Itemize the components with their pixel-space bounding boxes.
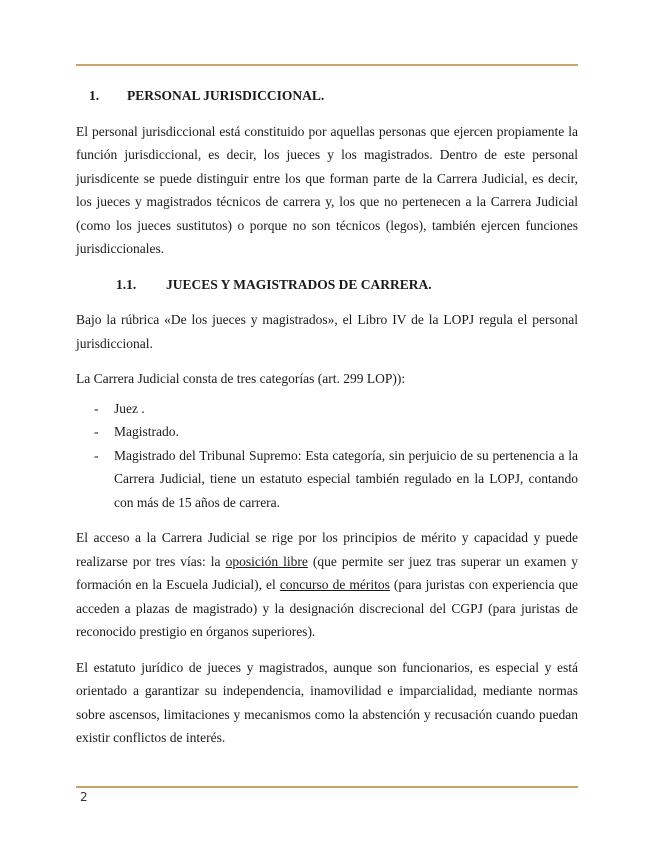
paragraph-categorias: La Carrera Judicial consta de tres categorías (art. 299 LOP)):: [76, 371, 406, 386]
section-heading-1: [76, 84, 578, 108]
subsection-number: 1.1.: [116, 276, 137, 292]
subsection-title: JUECES Y MAGISTRADOS DE CARRERA.: [166, 276, 432, 292]
section-title: PERSONAL JURISDICCIONAL.: [127, 88, 325, 103]
paragraph-rubrica: Bajo la rúbrica «De los jueces y magistrados», el Libro IV de la LOPJ regula el personal jurisdiccional.: [76, 312, 578, 351]
list-item: - Magistrado del Tribunal Supremo: Esta categoría, sin perjuicio de su pertenencia a la Carrera Judicial, tiene un estatuto especial también regulado en la LOPJ, contando con más de 15 años de carrera.: [94, 447, 578, 510]
paragraph-acceso: El acceso a la Carrera Judicial se rige por los principios de mérito y capacidad y puede realizarse por tres vías: la oposición libre (que permite ser juez tras superar un examen y formación en la Escuela Judicial), el concurso de méritos (para juristas con experiencia que acceden a plazas de magistrado) y la designación discrecional del CGPJ (para juristas de reconocido prestigio en órganos superiores).: [76, 530, 579, 639]
footer-rule: [76, 786, 578, 788]
header-rule: [76, 64, 578, 66]
page-number: 2: [80, 790, 88, 804]
list-item: - Juez .: [94, 400, 145, 416]
subsection-heading-1-1: [76, 273, 578, 297]
list-item: - Magistrado.: [94, 424, 179, 439]
document-body: [76, 84, 578, 762]
paragraph-estatuto: El estatuto jurídico de jueces y magistrados, aunque son funcionarios, es especial y está orientado a garantizar su independencia, inamovilidad e imparcialidad, mediante normas sobre ascensos, limitaciones y mecanismos como la abstención y recusación cuando puedan existir conflictos de interés.: [76, 659, 578, 745]
oposicion-libre-text: oposición libre: [225, 553, 308, 569]
categories-list: [76, 397, 578, 515]
concurso-meritos-text: concurso de méritos: [279, 577, 390, 592]
section-number: 1.: [89, 88, 100, 103]
paragraph-intro: El personal jurisdiccional está constituido por aquellas personas que ejercen propiamente la función jurisdiccional, es decir, los jueces y los magistrados. Dentro de este personal jurisdicente se puede distinguir entre los que forman parte de la Carrera Judicial, es decir, los jueces y magistrados técnicos de carrera y, los que no pertenecen a la Carrera Judicial (como los jueces sustitutos) o porque no son técnicos (legos), también ejercen funciones jurisdiccionales.: [76, 123, 578, 256]
